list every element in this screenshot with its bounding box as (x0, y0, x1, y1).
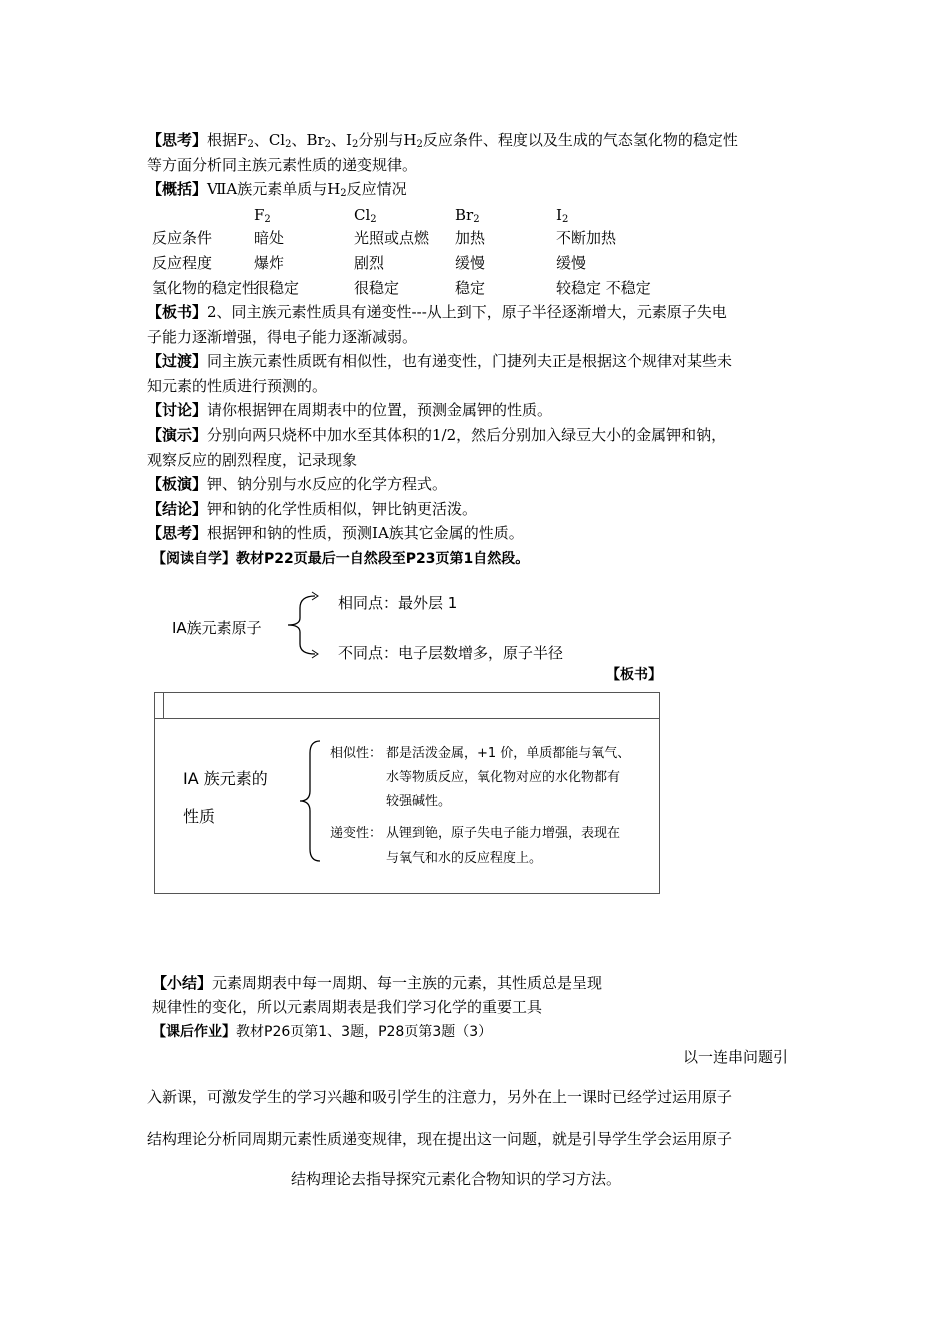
think-paragraph-1-line2: 等方面分析同主族元素性质的递变规律。 (147, 156, 418, 174)
transition-paragraph (147, 349, 732, 373)
transition-paragraph-line2: 知元素的性质进行预测的。 (147, 377, 328, 395)
table-cell: 剧烈 (354, 254, 385, 272)
demo-paragraph (147, 423, 726, 447)
summary-tag: 【小结】 (152, 974, 213, 992)
summary-paragraph (152, 971, 602, 995)
homework-tag: 【课后作业】 (152, 1024, 236, 1040)
similarity-line-3: 较强碱性。 (386, 794, 452, 809)
table-cell: 稳定 (455, 279, 486, 297)
board-demo-tag: 【板演】 (147, 475, 208, 493)
discussion-paragraph (147, 398, 552, 422)
reading-tag: 【阅读自学】 (152, 551, 236, 567)
diagram2-brace (296, 735, 326, 867)
text: 、I (331, 131, 352, 149)
table-cell: 暗处 (254, 229, 285, 247)
subscript: 2 (351, 139, 359, 150)
text: 请你根据钾在周期表中的位置，预测金属钾的性质。 (207, 401, 553, 419)
note-line-1: 以一连串问题引 (683, 1048, 789, 1066)
subscript: 2 (285, 139, 292, 150)
note-line-3: 结构理论分析同周期元素性质递变规律，现在提出这一问题，就是引导学生学会运用原子 (147, 1130, 733, 1148)
generalize-tag: 【概括】 (147, 180, 208, 198)
conclusion-tag: 【结论】 (147, 500, 208, 518)
board-tag-2: 【板书】 (606, 667, 662, 683)
text: 根据钾和钠的性质，预测ⅠA族其它金属的性质。 (207, 524, 524, 542)
subscript: 2 (370, 214, 377, 225)
board-box-divider (163, 692, 164, 718)
table-cell: 缓慢 (556, 254, 587, 272)
think-tag: 【思考】 (147, 131, 208, 149)
text: 2、同主族元素性质具有递变性---从上到下，原子半径逐渐增大，元素原子失电 (207, 303, 727, 321)
similarity-line-2: 水等物质反应，氧化物对应的水化物都有 (386, 770, 621, 785)
transition-tag: 【过渡】 (147, 352, 208, 370)
table-cell: 爆炸 (254, 254, 285, 272)
gradation-line-1: 从锂到铯，原子失电子能力增强，表现在 (386, 826, 621, 841)
subscript: 2 (416, 139, 423, 150)
header-text: F (254, 206, 265, 224)
text: 钾、钠分别与水反应的化学方程式。 (207, 475, 448, 493)
reading-paragraph (152, 547, 529, 571)
table-cell: 很稳定 (354, 279, 400, 297)
table-cell: 不断加热 (556, 229, 617, 247)
brace-path (300, 741, 320, 861)
table-cell: 缓慢 (455, 254, 486, 272)
text: 、Br (291, 131, 325, 149)
conclusion-paragraph (147, 497, 477, 521)
diagram1-label: ⅠA族元素原子 (172, 619, 262, 637)
subscript: 2 (340, 188, 347, 199)
diagram1-brace (280, 588, 340, 663)
header-text: I (556, 206, 562, 224)
text: 教材P22页最后一自然段至P23页第1自然段。 (236, 551, 530, 567)
header-text: Br (455, 206, 474, 224)
discussion-tag: 【讨论】 (147, 401, 208, 419)
think-paragraph-2 (147, 521, 524, 545)
diagram1-same: 相同点：最外层 1 (338, 594, 458, 612)
subscript: 2 (324, 139, 332, 150)
text: 反应条件、程度以及生成的气态氢化物的稳定性 (422, 131, 738, 149)
diagram2-label-1: ⅠA 族元素的 (183, 769, 268, 788)
subscript: 2 (473, 214, 480, 225)
table-cell: 很稳定 (254, 279, 300, 297)
think-tag: 【思考】 (147, 524, 208, 542)
table-cell: 加热 (455, 229, 486, 247)
table-cell: 较稳定 不稳定 (556, 279, 651, 297)
summary-heading (147, 177, 407, 206)
text: 根据F (207, 131, 248, 149)
board-paragraph-line2: 子能力逐渐增强，得电子能力逐渐减弱。 (147, 328, 418, 346)
diagram2-label-2: 性质 (183, 807, 216, 826)
text: 元素周期表中每一周期、每一主族的元素，其性质总是呈现 (212, 974, 603, 992)
note-line-4: 结构理论去指导探究元素化合物知识的学习方法。 (291, 1170, 622, 1188)
gradation-line-2: 与氧气和水的反应程度上。 (386, 851, 543, 866)
demo-paragraph-line2: 观察反应的剧烈程度，记录现象 (147, 451, 358, 469)
text: 分别向两只烧杯中加水至其体积的1/2，然后分别加入绿豆大小的金属钾和钠， (207, 426, 727, 444)
text: 、Cl (253, 131, 286, 149)
text: 钾和钠的化学性质相似，钾比钠更活泼。 (207, 500, 478, 518)
homework-paragraph (152, 1020, 492, 1044)
brace-path (288, 596, 315, 654)
note-line-2: 入新课，可激发学生的学习兴趣和吸引学生的注意力，另外在上一课时已经学过运用原子 (147, 1088, 733, 1106)
similarity-line-1: 都是活泼金属，+1 价，单质都能与氧气、 (386, 746, 631, 761)
text: 反应情况 (346, 180, 407, 198)
text: 分别与H (358, 131, 417, 149)
text: 教材P26页第1、3题，P28页第3题（3） (236, 1024, 493, 1040)
row-label: 氢化物的稳定性 (152, 279, 258, 297)
board-tag: 【板书】 (147, 303, 208, 321)
diagram1-diff: 不同点：电子层数增多，原子半径 (338, 644, 564, 662)
similarity-title: 相似性： (330, 746, 383, 761)
gradation-title: 递变性： (330, 826, 383, 841)
text: 同主族元素性质既有相似性，也有递变性，门捷列夫正是根据这个规律对某些未 (207, 352, 733, 370)
header-text: Cl (354, 206, 371, 224)
board-demo-paragraph (147, 472, 447, 496)
subscript: 2 (264, 214, 271, 225)
subscript: 2 (561, 214, 569, 225)
table-cell: 光照或点燃 (354, 229, 430, 247)
row-label: 反应条件 (152, 229, 213, 247)
demo-tag: 【演示】 (147, 426, 208, 444)
text: ⅦA族元素单质与H (207, 180, 341, 198)
summary-paragraph-line2: 规律性的变化，所以元素周期表是我们学习化学的重要工具 (152, 998, 543, 1016)
row-label: 反应程度 (152, 254, 213, 272)
subscript: 2 (247, 139, 254, 150)
board-paragraph (147, 300, 727, 324)
